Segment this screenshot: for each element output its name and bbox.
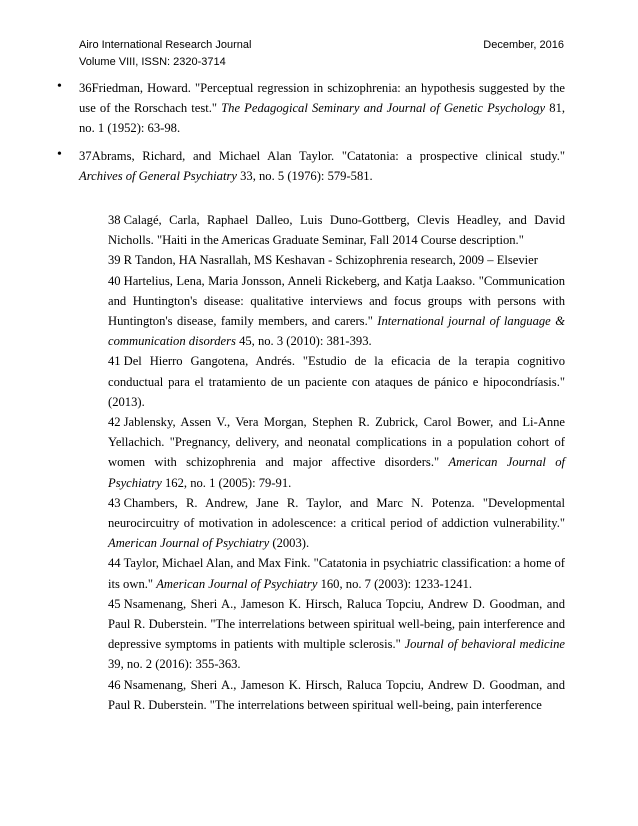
- bullet-reference: [57, 78, 566, 139]
- bullet-icon: •: [57, 79, 62, 94]
- reference-item: [108, 675, 565, 715]
- reference-text: Nsamenang, Sheri A., Jameson K. Hirsch, Raluca Topciu, Andrew D. Goodman, and Paul R. Duberstein. "The interrelations between spiritual well-being, pain interference: [108, 677, 565, 712]
- reference-number: 38: [108, 213, 121, 227]
- header-date: December, 2016: [483, 39, 564, 51]
- reference-citation: 160, no. 7 (2003): 1233-1241.: [317, 576, 473, 591]
- reference-journal: American Journal of Psychiatry: [108, 536, 270, 551]
- reference-citation: 33, no. 5 (1976): 579-581.: [236, 168, 373, 183]
- reference-item: [108, 412, 565, 493]
- reference-text: Jablensky, Assen V., Vera Morgan, Stephen R. Zubrick, Carol Bower, and Li-Anne Yellachich. "Pregnancy, delivery, and neonatal complications in a population cohort of women with schizophrenia and major affective disorders.": [108, 415, 565, 470]
- header-left: [79, 37, 251, 71]
- reference-journal: Journal of behavioral medicine: [404, 637, 566, 652]
- reference-number: 40: [108, 273, 121, 288]
- reference-number: 39: [108, 253, 121, 268]
- reference-citation: (2003).: [269, 536, 310, 551]
- reference-journal: Archives of General Psychiatry: [79, 168, 237, 183]
- reference-list: [108, 210, 565, 715]
- reference-item: [108, 210, 565, 250]
- reference-item: [108, 250, 565, 270]
- bullet-icon: •: [57, 146, 62, 162]
- reference-number: 46: [108, 677, 121, 692]
- reference-text: R Tandon, HA Nasrallah, MS Keshavan - Schizophrenia research, 2009 – Elsevier: [123, 253, 538, 268]
- reference-text: Hartelius, Lena, Maria Jonsson, Anneli Rickeberg, and Katja Laakso. "Communication and Huntington's disease: qualitative interviews and focus groups with persons with Huntington's disease, family members, and carers.": [108, 273, 565, 329]
- reference-text: Nsamenang, Sheri A., Jameson K. Hirsch, Raluca Topciu, Andrew D. Goodman, and Paul R. Duberstein. "The interrelations between spiritual well-being, pain interference and depressive symptoms in patients with multiple sclerosis.": [108, 596, 565, 652]
- reference-number: 45: [108, 596, 121, 611]
- reference-text: Chambers, R. Andrew, Jane R. Taylor, and Marc N. Potenza. "Developmental neurocircuitry of motivation in adolescence: a critical period of addiction vulnerability.": [108, 495, 565, 531]
- reference-citation: 39, no. 2 (2016): 355-363.: [108, 657, 241, 672]
- reference-citation: 162, no. 1 (2005): 79-91.: [161, 475, 292, 490]
- reference-text: 37Abrams, Richard, and Michael Alan Taylor. "Catatonia: a prospective clinical study.": [79, 148, 565, 163]
- reference-citation: 45, no. 3 (2010): 381-393.: [235, 334, 372, 349]
- reference-number: 41: [108, 354, 121, 369]
- reference-text: 36Friedman, Howard. "Perceptual regression in schizophrenia: an hypothesis suggested by the use of the Rorschach test.": [79, 81, 565, 116]
- reference-text: Del Hierro Gangotena, Andrés. "Estudio de la eficacia de la terapia cognitivo conductual para el tratamiento de un paciente con ataques de pánico e hipocondríasis." (2013).: [108, 354, 565, 409]
- reference-item: [108, 594, 565, 675]
- journal-volume: Volume VIII, ISSN: 2320-3714: [79, 56, 226, 68]
- bullet-list: [57, 78, 566, 193]
- reference-item: [108, 271, 565, 352]
- reference-item: [108, 553, 565, 593]
- reference-journal: American Journal of Psychiatry: [108, 455, 565, 490]
- reference-journal: American Journal of Psychiatry: [156, 576, 318, 591]
- reference-citation: 81, no. 1 (1952): 63-98.: [79, 101, 566, 136]
- reference-text: Taylor, Michael Alan, and Max Fink. "Catatonia in psychiatric classification: a home of its own.": [108, 556, 565, 591]
- reference-journal: International journal of language & communication disorders: [108, 314, 565, 349]
- reference-number: 44: [108, 556, 121, 571]
- reference-journal: The Pedagogical Seminary and Journal of Genetic Psychology: [221, 101, 546, 116]
- journal-name: Airo International Research Journal: [79, 39, 252, 51]
- bullet-reference: [57, 146, 565, 186]
- reference-item: [108, 351, 565, 412]
- reference-text: Calagé, Carla, Raphael Dalleo, Luis Duno-Gottberg, Clevis Headley, and David Nicholls. "Haiti in the Americas Graduate Seminar, Fall 2014 Course description.": [108, 213, 565, 248]
- reference-number: 42: [108, 415, 121, 430]
- reference-number: 43: [108, 495, 121, 510]
- reference-item: [108, 493, 565, 554]
